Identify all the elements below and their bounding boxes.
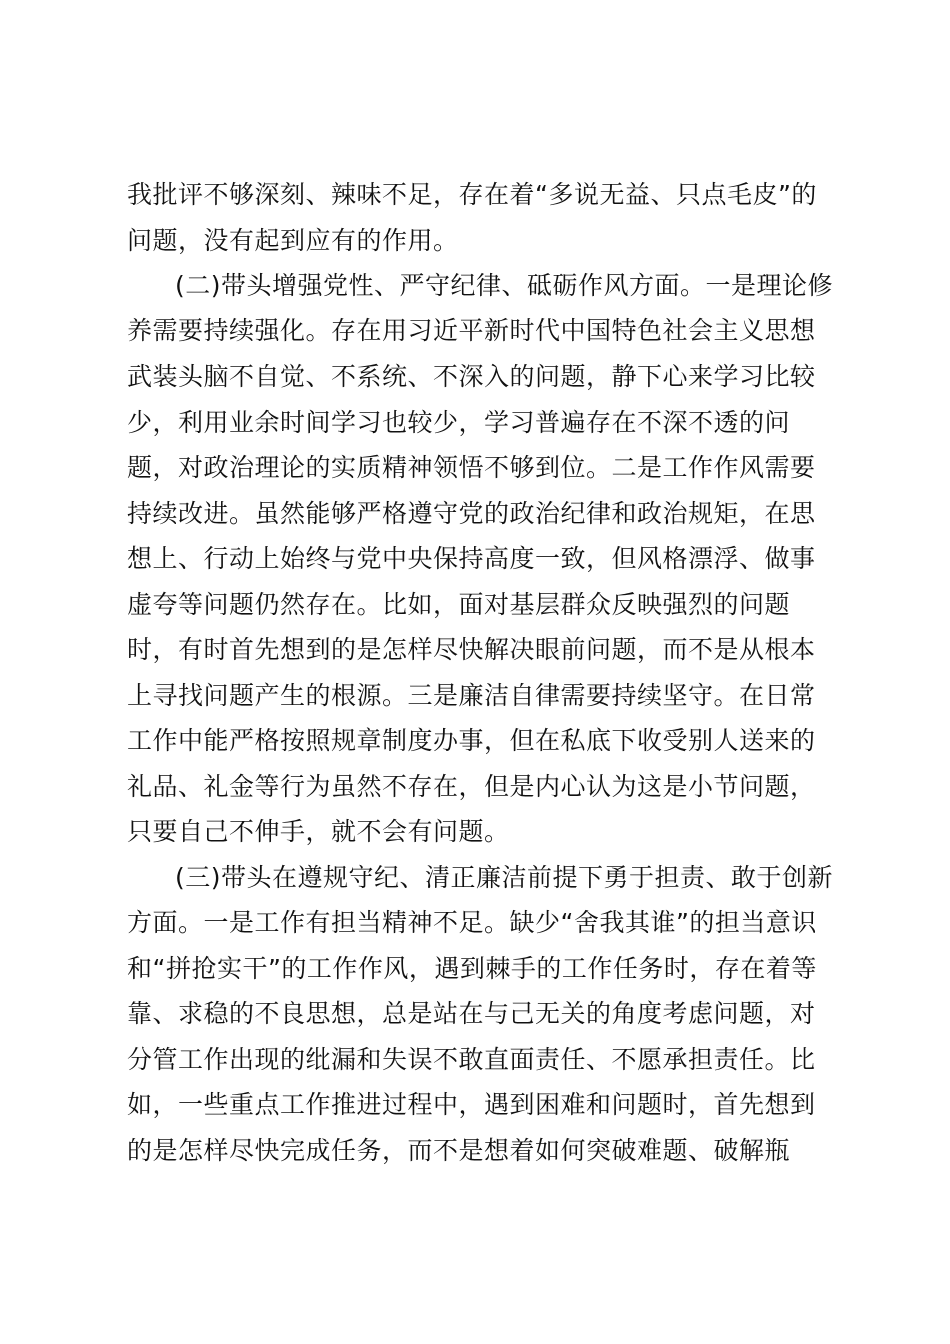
text-line: 工作中能严格按照规章制度办事，但在私底下收受别人送来的 <box>127 726 816 755</box>
text-line: 和“拼抢实干”的工作作风，遇到棘手的工作任务时，存在着等 <box>127 954 817 983</box>
text-line: 礼品、礼金等行为虽然不存在，但是内心认为这是小节问题， <box>127 772 816 801</box>
text-line: 如，一些重点工作推进过程中，遇到困难和问题时，首先想到 <box>127 1090 816 1119</box>
text-line: 养需要持续强化。存在用习近平新时代中国特色社会主义思想 <box>127 316 816 345</box>
section-heading-line: (三)带头在遵规守纪、清正廉洁前提下勇于担责、敢于创新 <box>175 863 834 892</box>
text-line: 分管工作出现的纰漏和失误不敢直面责任、不愿承担责任。比 <box>127 1045 816 1074</box>
text-line: 持续改进。虽然能够严格遵守党的政治纪律和政治规矩，在思 <box>127 499 816 528</box>
text-line: 我批评不够深刻、辣味不足，存在着“多说无益、只点毛皮”的 <box>127 180 817 209</box>
text-line: 武装头脑不自觉、不系统、不深入的问题，静下心来学习比较 <box>127 362 816 391</box>
text-line: 虚夸等问题仍然存在。比如，面对基层群众反映强烈的问题 <box>127 590 791 619</box>
text-line: 上寻找问题产生的根源。三是廉洁自律需要持续坚守。在日常 <box>127 681 816 710</box>
text-line: 问题，没有起到应有的作用。 <box>127 226 459 255</box>
text-line: 只要自己不伸手，就不会有问题。 <box>127 817 510 846</box>
text-line: 时，有时首先想到的是怎样尽快解决眼前问题，而不是从根本 <box>127 635 816 664</box>
text-line: 靠、求稳的不良思想，总是站在与己无关的角度考虑问题，对 <box>127 999 816 1028</box>
text-line: 题，对政治理论的实质精神领悟不够到位。二是工作作风需要 <box>127 453 816 482</box>
text-line: 想上、行动上始终与党中央保持高度一致，但风格漂浮、做事 <box>127 544 816 573</box>
text-line: 少，利用业余时间学习也较少，学习普遍存在不深不透的问 <box>127 408 791 437</box>
text-line: 的是怎样尽快完成任务，而不是想着如何突破难题、破解瓶 <box>127 1136 791 1165</box>
section-heading-line: (二)带头增强党性、严守纪律、砥砺作风方面。一是理论修 <box>175 271 834 300</box>
text-line: 方面。一是工作有担当精神不足。缺少“舍我其谁”的担当意识 <box>127 908 817 937</box>
